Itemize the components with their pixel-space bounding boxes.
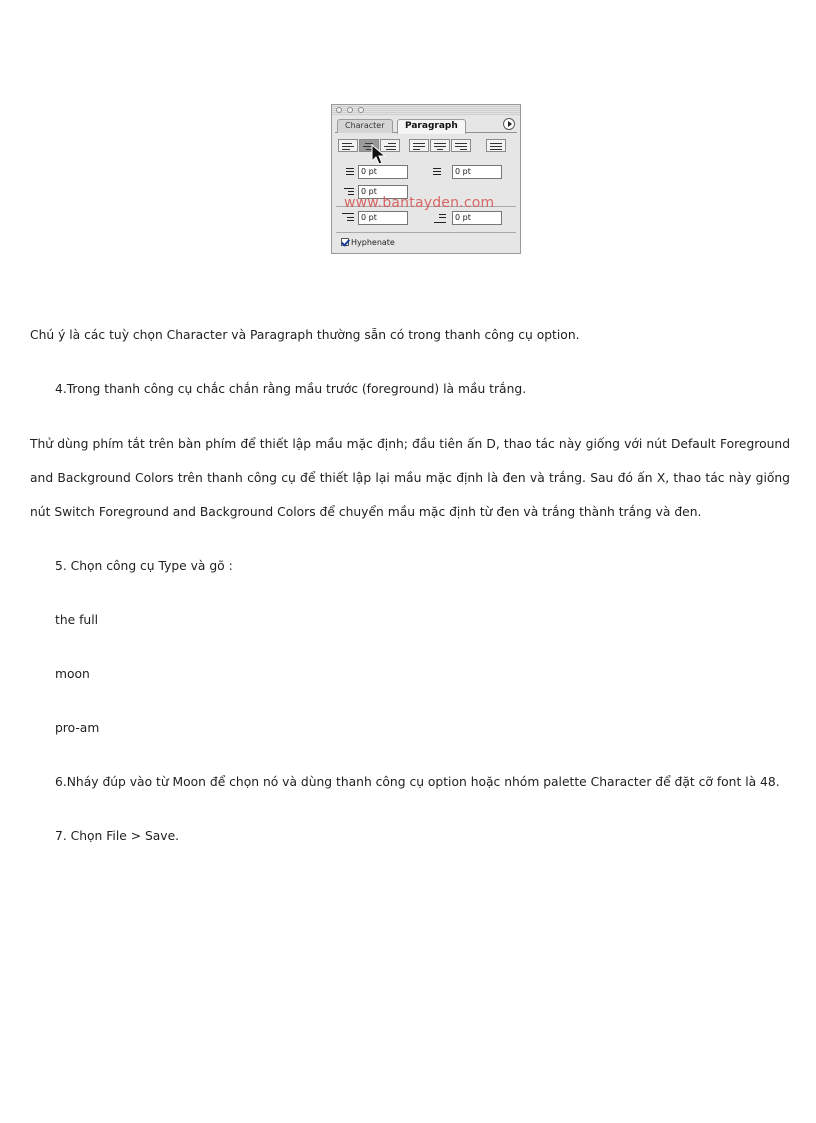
justify-last-left-button[interactable] <box>409 139 429 152</box>
minimize-window-icon[interactable] <box>347 107 353 113</box>
note-paragraph: Chú ý là các tuỳ chọn Character và Paragraph thường sẵn có trong thanh công cụ option. <box>30 328 580 342</box>
typed-line-3: pro-am <box>55 721 100 735</box>
space-before-field[interactable]: 0 pt <box>358 211 408 225</box>
left-indent-field[interactable]: 0 pt <box>358 165 408 179</box>
step-6-paragraph: 6.Nháy đúp vào từ Moon để chọn nó và dùng thanh công cụ option hoặc nhóm palette Character để đặt cỡ font là 48. <box>55 775 780 789</box>
mouse-pointer-icon <box>370 144 388 166</box>
typed-line-2: moon <box>55 667 90 681</box>
tab-paragraph[interactable]: Paragraph <box>397 119 466 134</box>
space-before-icon <box>338 213 354 223</box>
tab-character[interactable]: Character <box>337 119 393 133</box>
palette-divider-2 <box>336 232 516 233</box>
hyphenate-label: Hyphenate <box>351 238 395 247</box>
paragraph-palette-screenshot <box>331 104 521 254</box>
right-indent-icon <box>432 167 448 177</box>
indent-row <box>338 165 518 181</box>
right-indent-field[interactable]: 0 pt <box>452 165 502 179</box>
justify-all-button[interactable] <box>486 139 506 152</box>
hyphenate-checkbox-icon[interactable] <box>341 238 349 246</box>
step-4-paragraph: 4.Trong thanh công cụ chắc chắn rằng mầu trước (foreground) là mầu trắng. <box>55 382 527 396</box>
spacing-row <box>338 211 518 227</box>
align-left-button[interactable] <box>338 139 358 152</box>
palette-titlebar <box>332 105 520 116</box>
step-5-paragraph: 5. Chọn công cụ Type và gõ : <box>55 559 233 573</box>
space-after-icon <box>432 213 448 223</box>
palette-tabs <box>335 117 517 133</box>
space-after-field[interactable]: 0 pt <box>452 211 502 225</box>
hyphenate-option[interactable] <box>341 238 395 248</box>
justify-last-center-button[interactable] <box>430 139 450 152</box>
step-7-paragraph: 7. Chọn File > Save. <box>55 829 180 843</box>
shortcut-paragraph: Thử dùng phím tắt trên bàn phím để thiết lập mầu mặc định; đầu tiên ấn D, thao tác này giống với nút Default Foreground and Background Colors trên thanh công cụ để thiết lập lại mầu mặc định là đen và trắng. Sau đó ấn X, thao tác này giống nút Switch Foreground and Background Colors để chuyển mầu mặc định từ đen và trắng thành trắng và đen. <box>30 437 790 519</box>
zoom-window-icon[interactable] <box>358 107 364 113</box>
palette-menu-icon[interactable] <box>503 118 515 130</box>
watermark-text: www.bantayden.com <box>344 195 495 211</box>
first-line-indent-field[interactable]: 0 pt <box>358 185 408 199</box>
typed-line-1: the full <box>55 613 99 627</box>
close-window-icon[interactable] <box>336 107 342 113</box>
justify-last-right-button[interactable] <box>451 139 471 152</box>
left-indent-icon <box>338 167 354 177</box>
